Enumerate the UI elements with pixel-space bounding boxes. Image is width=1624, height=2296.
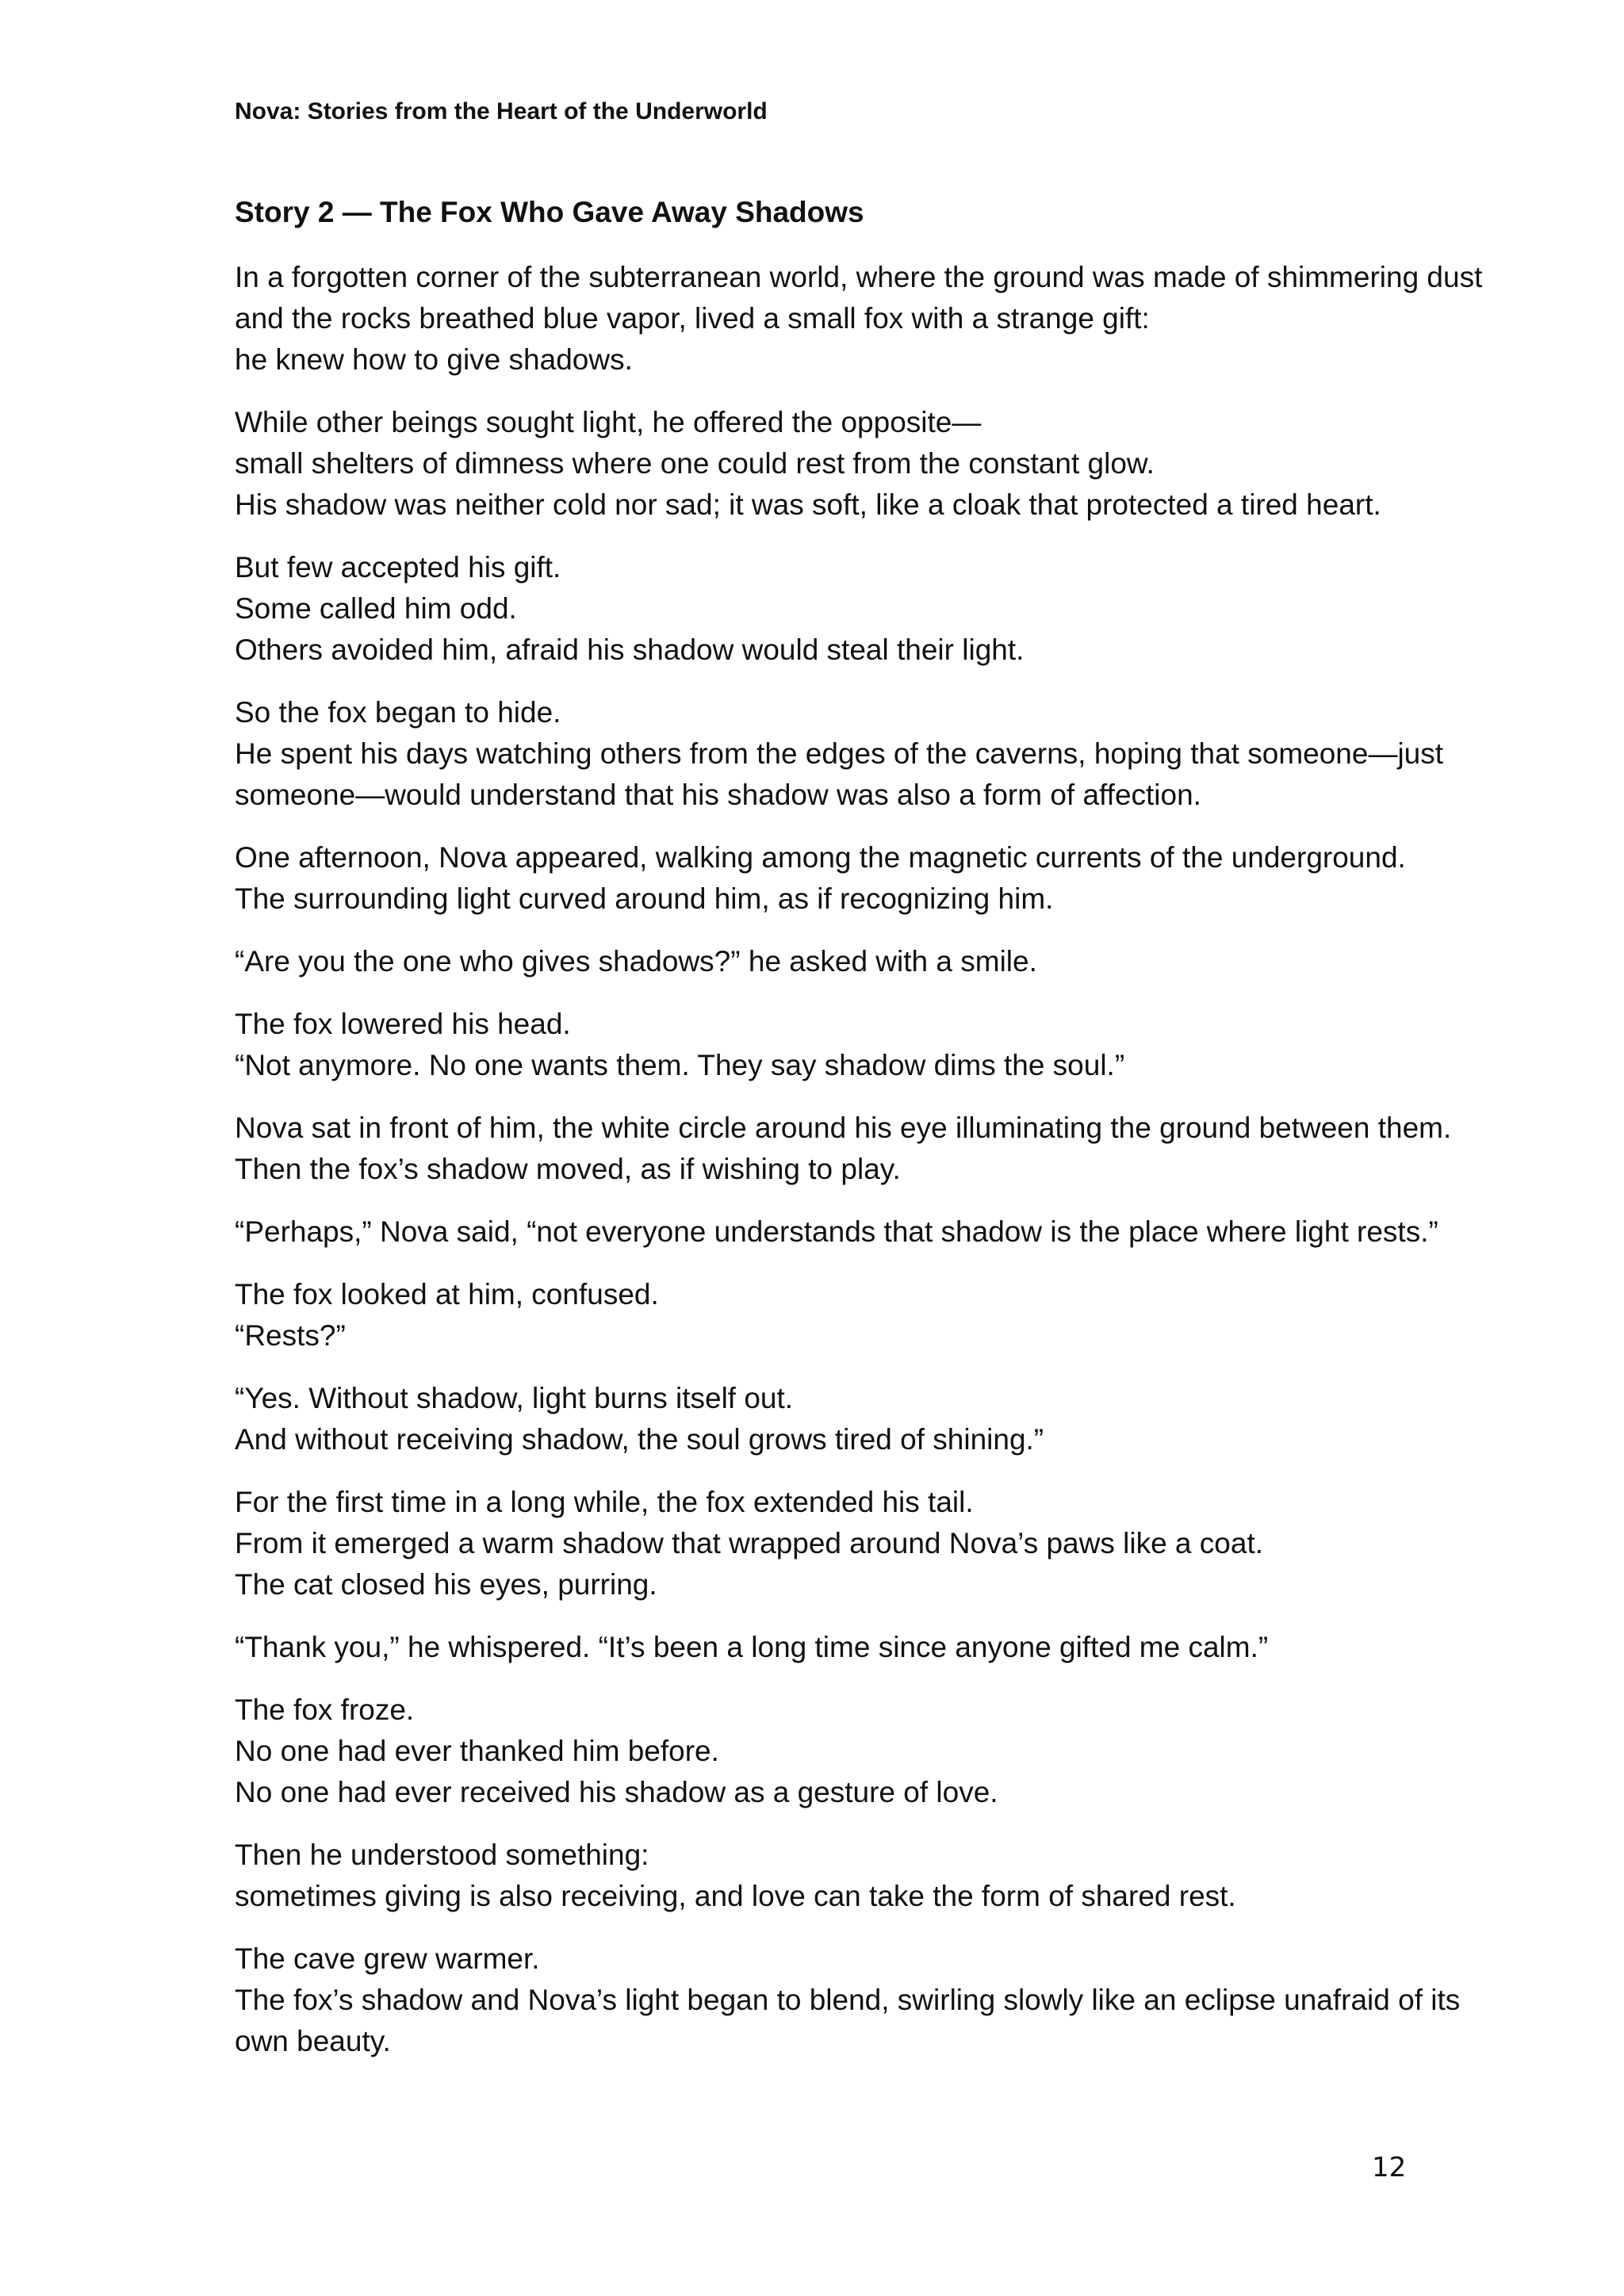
text-line: While other beings sought light, he offered the opposite— (235, 406, 982, 438)
text-line: “Thank you,” he whispered. “It’s been a long time since anyone gifted me calm.” (235, 1631, 1269, 1663)
text-line: No one had ever received his shadow as a gesture of love. (235, 1776, 998, 1808)
paragraph (235, 837, 1408, 920)
text-line: someone—would understand that his shadow was also a form of affection. (235, 779, 1201, 811)
text-line: He spent his days watching others from the edges of the caverns, hoping that someone—just (235, 737, 1444, 770)
text-line: Then the fox’s shadow moved, as if wishing to play. (235, 1153, 901, 1185)
text-line: So the fox began to hide. (235, 696, 561, 729)
text-line: “Rests?” (235, 1319, 346, 1352)
paragraph (235, 941, 1408, 982)
page-number: 12 (1372, 2152, 1407, 2183)
text-line: “Perhaps,” Nova said, “not everyone understands that shadow is the place where light rests.” (235, 1215, 1438, 1248)
text-line: Some called him odd. (235, 592, 517, 625)
text-line: and the rocks breathed blue vapor, lived a small fox with a strange gift: (235, 302, 1150, 335)
text-line: sometimes giving is also receiving, and love can take the form of shared rest. (235, 1880, 1236, 1912)
paragraph (235, 402, 1408, 526)
text-line: And without receiving shadow, the soul grows tired of shining.” (235, 1423, 1044, 1456)
paragraph (235, 1378, 1408, 1460)
text-line: Then he understood something: (235, 1839, 649, 1871)
text-line: The fox lowered his head. (235, 1008, 571, 1040)
story-body (235, 257, 1483, 2062)
paragraph (235, 1211, 1438, 1253)
text-line: “Not anymore. No one wants them. They say shadow dims the soul.” (235, 1049, 1125, 1081)
paragraph (235, 257, 1483, 381)
text-line: The cat closed his eyes, purring. (235, 1568, 657, 1601)
story-title: Story 2 — The Fox Who Gave Away Shadows (235, 196, 864, 228)
text-line: From it emerged a warm shadow that wrapped around Nova’s paws like a coat. (235, 1527, 1264, 1559)
paragraph (235, 1689, 1408, 1813)
paragraph (235, 1108, 1452, 1190)
text-line: The fox’s shadow and Nova’s light began to blend, swirling slowly like an eclipse unafraid of its (235, 1984, 1461, 2016)
text-line: Nova sat in front of him, the white circle around his eye illuminating the ground between them. (235, 1112, 1452, 1144)
paragraph (235, 1627, 1408, 1668)
paragraph (235, 1004, 1408, 1086)
paragraph (235, 1482, 1408, 1605)
paragraph (235, 547, 1408, 671)
text-line: “Yes. Without shadow, light burns itself out. (235, 1382, 794, 1414)
story-content (235, 192, 1483, 2084)
text-line: he knew how to give shadows. (235, 343, 633, 376)
text-line: Others avoided him, afraid his shadow would steal their light. (235, 633, 1025, 666)
text-line: One afternoon, Nova appeared, walking among the magnetic currents of the underground. (235, 841, 1406, 874)
text-line: No one had ever thanked him before. (235, 1735, 719, 1767)
paragraph (235, 1938, 1461, 2062)
text-line: In a forgotten corner of the subterranean world, where the ground was made of shimmering dust (235, 261, 1483, 293)
text-line: His shadow was neither cold nor sad; it was soft, like a cloak that protected a tired heart. (235, 488, 1381, 521)
text-line: The cave grew warmer. (235, 1942, 540, 1975)
text-line: small shelters of dimness where one could rest from the constant glow. (235, 447, 1155, 480)
text-line: But few accepted his gift. (235, 551, 561, 584)
paragraph (235, 692, 1444, 816)
text-line: The surrounding light curved around him, as if recognizing him. (235, 882, 1054, 915)
text-line: The fox looked at him, confused. (235, 1278, 659, 1311)
text-line: own beauty. (235, 2025, 391, 2057)
text-line: For the first time in a long while, the fox extended his tail. (235, 1486, 974, 1518)
text-line: The fox froze. (235, 1693, 415, 1726)
running-header: Nova: Stories from the Heart of the Underworld (235, 98, 768, 124)
text-line: “Are you the one who gives shadows?” he asked with a smile. (235, 945, 1037, 978)
paragraph (235, 1274, 1408, 1357)
paragraph (235, 1835, 1408, 1917)
